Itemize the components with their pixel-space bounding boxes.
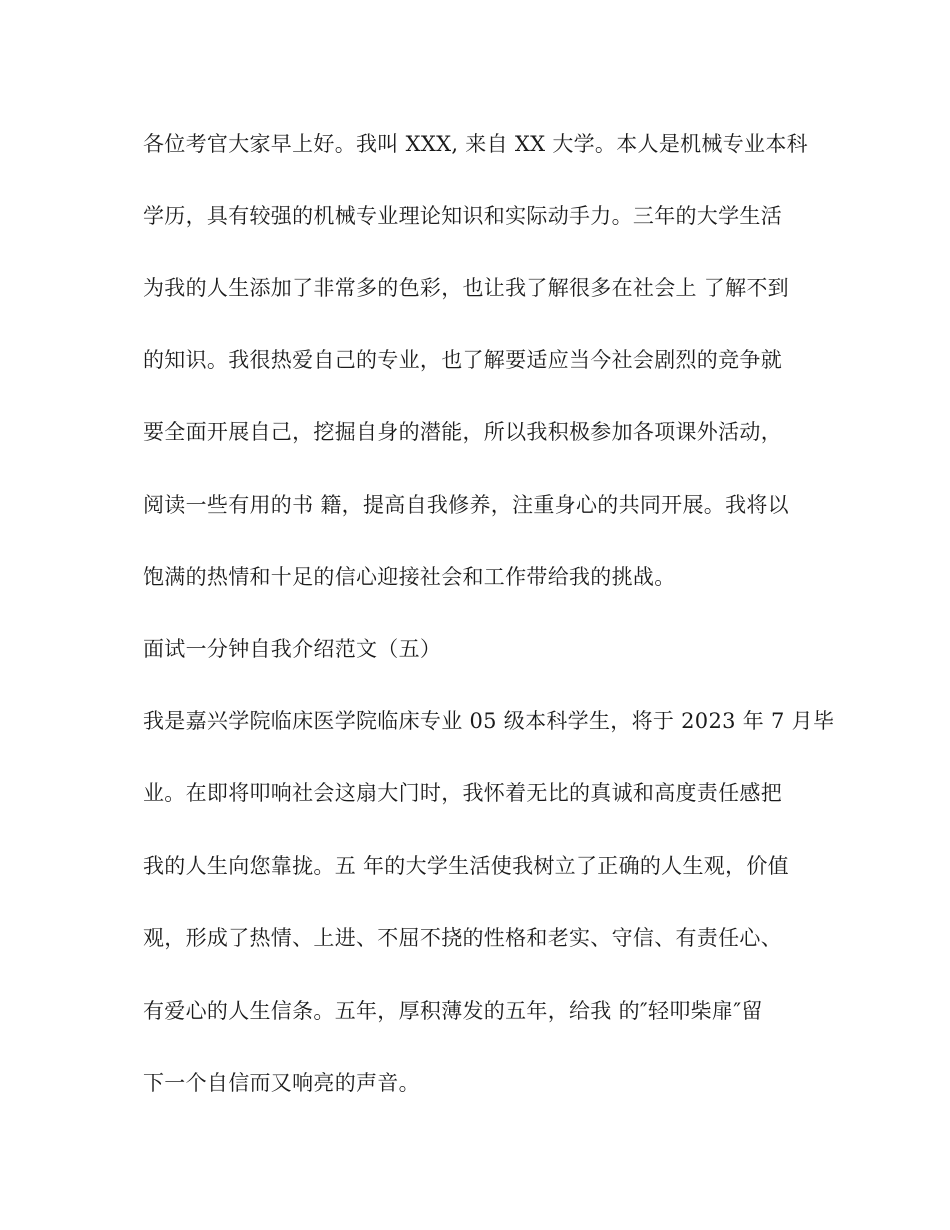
paragraph-line: 的知识。我很热爱自己的专业，也了解要适应当今社会剧烈的竞争就 — [143, 348, 782, 372]
paragraph-line: 学历，具有较强的机械专业理论知识和实际动手力。三年的大学生活 — [143, 204, 782, 228]
paragraph-line: 我的人生向您靠拢。五 年的大学生活使我树立了正确的人生观，价值 — [143, 854, 789, 878]
paragraph-line: 我是嘉兴学院临床医学院临床专业 05 级本科学生，将于 2023 年 7 月毕 — [143, 709, 835, 733]
paragraph-line: 阅读一些有用的书 籍，提高自我修养，注重身心的共同开展。我将以 — [143, 493, 789, 517]
paragraph-line: 各位考官大家早上好。我叫 XXX, 来自 XX 大学。本人是机械专业本科 — [143, 132, 808, 156]
paragraph-line: 饱满的热情和十足的信心迎接社会和工作带给我的挑战。 — [143, 565, 676, 589]
paragraph-line: 为我的人生添加了非常多的色彩，也让我了解很多在社会上 了解不到 — [143, 276, 789, 300]
paragraph-line: 下一个自信而又响亮的声音。 — [143, 1071, 420, 1095]
paragraph-line: 有爱心的人生信条。五年，厚积薄发的五年，给我 的″轻叩柴扉″留 — [143, 999, 763, 1023]
paragraph-line: 业。在即将叩响社会这扇大门时，我怀着无比的真诚和高度责任感把 — [143, 781, 782, 805]
paragraph-line: 观，形成了热情、上进、不屈不挠的性格和老实、守信、有责任心、 — [143, 926, 782, 950]
paragraph-line: 要全面开展自己，挖掘自身的潜能，所以我积极参加各项课外活动， — [143, 420, 782, 444]
section-heading: 面试一分钟自我介绍范文（五） — [143, 637, 442, 661]
